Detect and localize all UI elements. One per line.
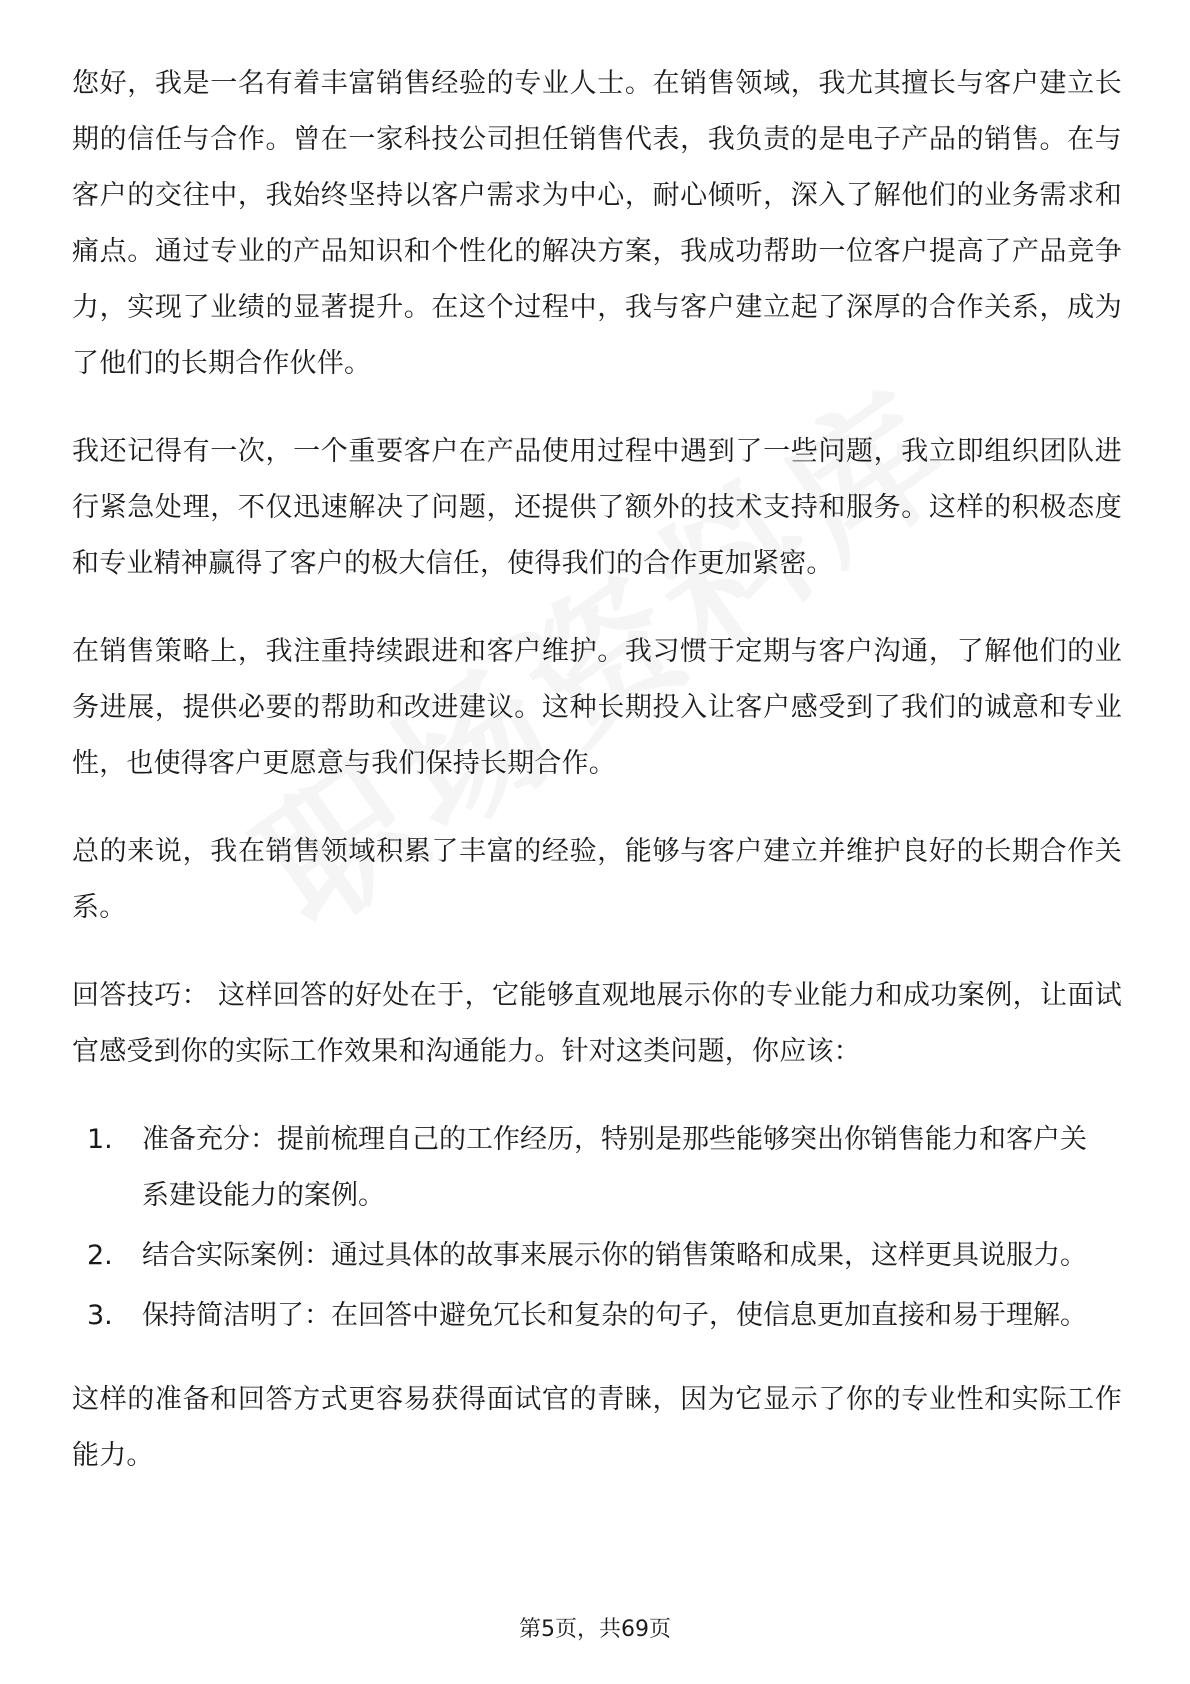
paragraph-summary: 总的来说，我在销售领域积累了丰富的经验，能够与客户建立并维护良好的长期合作关系。 [72, 836, 1122, 923]
tips-list [72, 1112, 1122, 1344]
paragraph-strategy: 在销售策略上，我注重持续跟进和客户维护。我习惯于定期与客户沟通，了解他们的业务进展，提供必要的帮助和改进建议。这种长期投入让客户感受到了我们的诚意和专业性，也使得客户更愿意与我们保持长期合作。 [72, 636, 1122, 779]
list-item [72, 1288, 1122, 1344]
paragraph-example: 我还记得有一次，一个重要客户在产品使用过程中遇到了一些问题，我立即组织团队进行紧急处理，不仅迅速解决了问题，还提供了额外的技术支持和服务。这样的积极态度和专业精神赢得了客户的极大信任，使得我们的合作更加紧密。 [72, 436, 1122, 579]
list-item-number: 2. [87, 1240, 113, 1271]
list-item-number: 3. [87, 1300, 113, 1331]
list-item [72, 1228, 1122, 1284]
list-item-text: 结合实际案例：通过具体的故事来展示你的销售策略和成果，这样更具说服力。 [142, 1240, 1087, 1271]
list-item [72, 1112, 1122, 1224]
list-item-text: 保持简洁明了：在回答中避免冗长和复杂的句子，使信息更加直接和易于理解。 [142, 1300, 1087, 1331]
page-footer: 第5页，共69页 [519, 1617, 671, 1642]
paragraph-intro: 您好，我是一名有着丰富销售经验的专业人士。在销售领域，我尤其擅长与客户建立长期的信任与合作。曾在一家科技公司担任销售代表，我负责的是电子产品的销售。在与客户的交往中，我始终坚持以客户需求为中心，耐心倾听，深入了解他们的业务需求和痛点。通过专业的产品知识和个性化的解决方案，我成功帮助一位客户提高了产品竞争力，实现了业绩的显著提升。在这个过程中，我与客户建立起了深厚的合作关系，成为了他们的长期合作伙伴。 [72, 68, 1122, 379]
list-item-text: 准备充分：提前梳理自己的工作经历，特别是那些能够突出你销售能力和客户关系建设能力的案例。 [142, 1124, 1087, 1211]
paragraph-closing: 这样的准备和回答方式更容易获得面试官的青睐，因为它显示了你的专业性和实际工作能力。 [72, 1384, 1122, 1471]
list-item-number: 1. [87, 1124, 113, 1155]
document-body [72, 56, 1122, 1516]
paragraph-tips-intro: 回答技巧： 这样回答的好处在于，它能够直观地展示你的专业能力和成功案例，让面试官感受到你的实际工作效果和沟通能力。针对这类问题，你应该： [72, 980, 1122, 1067]
